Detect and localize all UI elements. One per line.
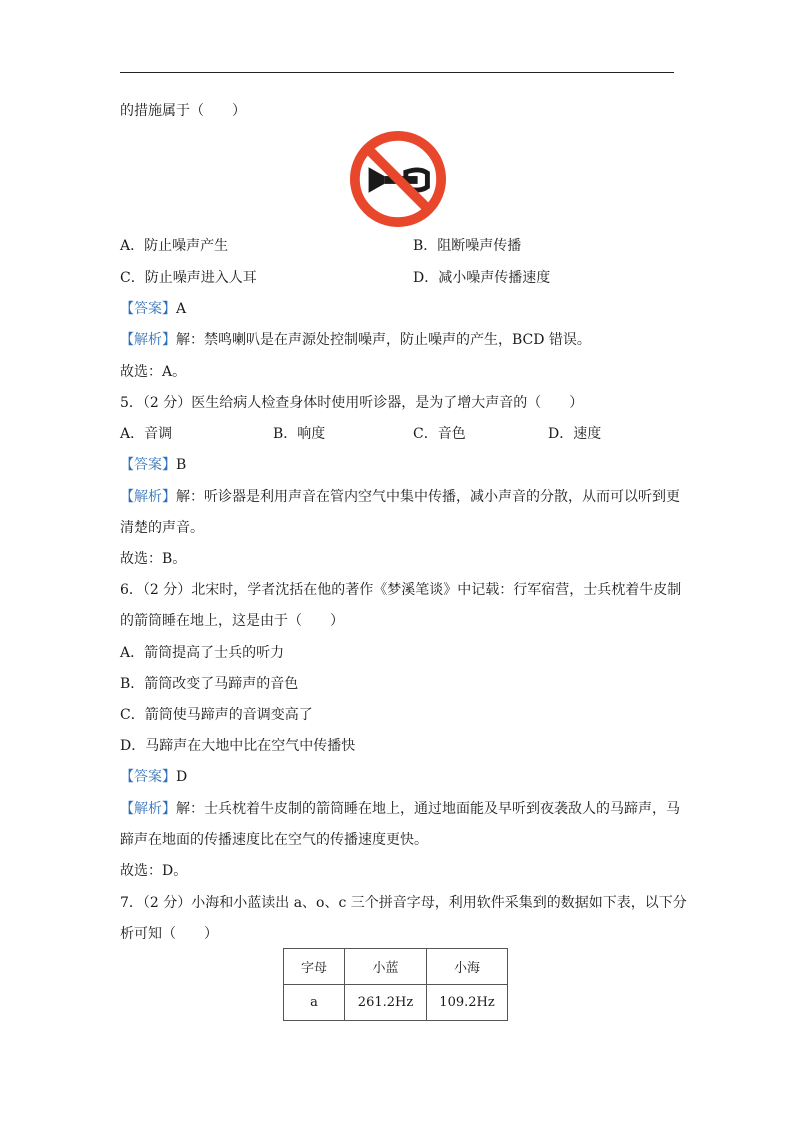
q6-option-b: B．箭筒改变了马蹄声的音色 [120, 676, 299, 692]
q4-option-a: A．防止噪声产生 [120, 238, 229, 254]
table-cell: 261.2Hz [345, 985, 427, 1021]
no-horn-sign-icon [349, 130, 447, 228]
analysis-tag: 【解析】 [120, 489, 176, 505]
table-header-cell: 字母 [284, 949, 345, 985]
table-header-cell: 小海 [427, 949, 508, 985]
q6-option-a: A．箭筒提高了士兵的听力 [120, 645, 285, 661]
q6-option-d: D．马蹄声在大地中比在空气中传播快 [120, 738, 356, 754]
answer-tag: 【答案】 [120, 457, 176, 473]
analysis-tag: 【解析】 [120, 801, 176, 817]
table-header-cell: 小蓝 [345, 949, 427, 985]
table-cell: a [284, 985, 345, 1021]
q6-stem-line1: 6．（2 分）北宋时，学者沈括在他的著作《梦溪笔谈》中记载：行军宿营，士兵枕着牛皮制 [120, 582, 682, 598]
analysis-text: 解：禁鸣喇叭是在声源处控制噪声，防止噪声的产生，BCD 错误。 [176, 332, 591, 348]
answer-value: D [176, 769, 188, 785]
answer-value: A [176, 301, 187, 317]
q4-analysis [120, 330, 591, 350]
q4-answer [120, 299, 186, 319]
table-cell: 109.2Hz [427, 985, 508, 1021]
q5-option-d: D．速度 [548, 426, 602, 442]
q6-choice: 故选：D。 [120, 863, 188, 879]
analysis-tag: 【解析】 [120, 332, 176, 348]
q7-stem-line2: 析可知（ ） [120, 926, 218, 942]
q4-choice: 故选：A。 [120, 364, 187, 380]
header-rule [120, 72, 674, 73]
q5-answer [120, 455, 186, 475]
analysis-text: 解：士兵枕着牛皮制的箭筒睡在地上，通过地面能及早听到夜袭敌人的马蹄声，马 [176, 801, 680, 817]
q4-option-c: C．防止噪声进入人耳 [120, 270, 257, 286]
q5-analysis-line1 [120, 487, 680, 507]
analysis-text: 解：听诊器是利用声音在管内空气中集中传播，减小声音的分散，从而可以听到更 [176, 489, 680, 505]
q5-stem: 5．（2 分）医生给病人检查身体时使用听诊器，是为了增大声音的（ ） [120, 395, 584, 411]
q5-option-c: C．音色 [413, 426, 466, 442]
q6-option-c: C．箭筒使马蹄声的音调变高了 [120, 707, 313, 723]
q6-analysis-line1 [120, 799, 680, 819]
q4-option-b: B．阻断噪声传播 [413, 238, 522, 254]
q4-option-d: D．减小噪声传播速度 [413, 270, 551, 286]
table-row [284, 985, 508, 1021]
q7-stem-line1: 7．（2 分）小海和小蓝读出 a、o、c 三个拼音字母，利用软件采集到的数据如下表，以下分 [120, 895, 687, 911]
q5-analysis-line2: 清楚的声音。 [120, 520, 204, 536]
q5-option-b: B．响度 [273, 426, 326, 442]
q5-choice: 故选：B。 [120, 551, 187, 567]
q6-stem-line2: 的箭筒睡在地上，这是由于（ ） [120, 613, 344, 629]
q4-stem-end: 的措施属于（ ） [120, 103, 246, 119]
answer-value: B [176, 457, 187, 473]
table-header-row [284, 949, 508, 985]
q5-option-a: A．音调 [120, 426, 173, 442]
q6-analysis-line2: 蹄声在地面的传播速度比在空气的传播速度更快。 [120, 832, 428, 848]
frequency-table [283, 948, 508, 1021]
q6-answer [120, 767, 187, 787]
answer-tag: 【答案】 [120, 769, 176, 785]
answer-tag: 【答案】 [120, 301, 176, 317]
